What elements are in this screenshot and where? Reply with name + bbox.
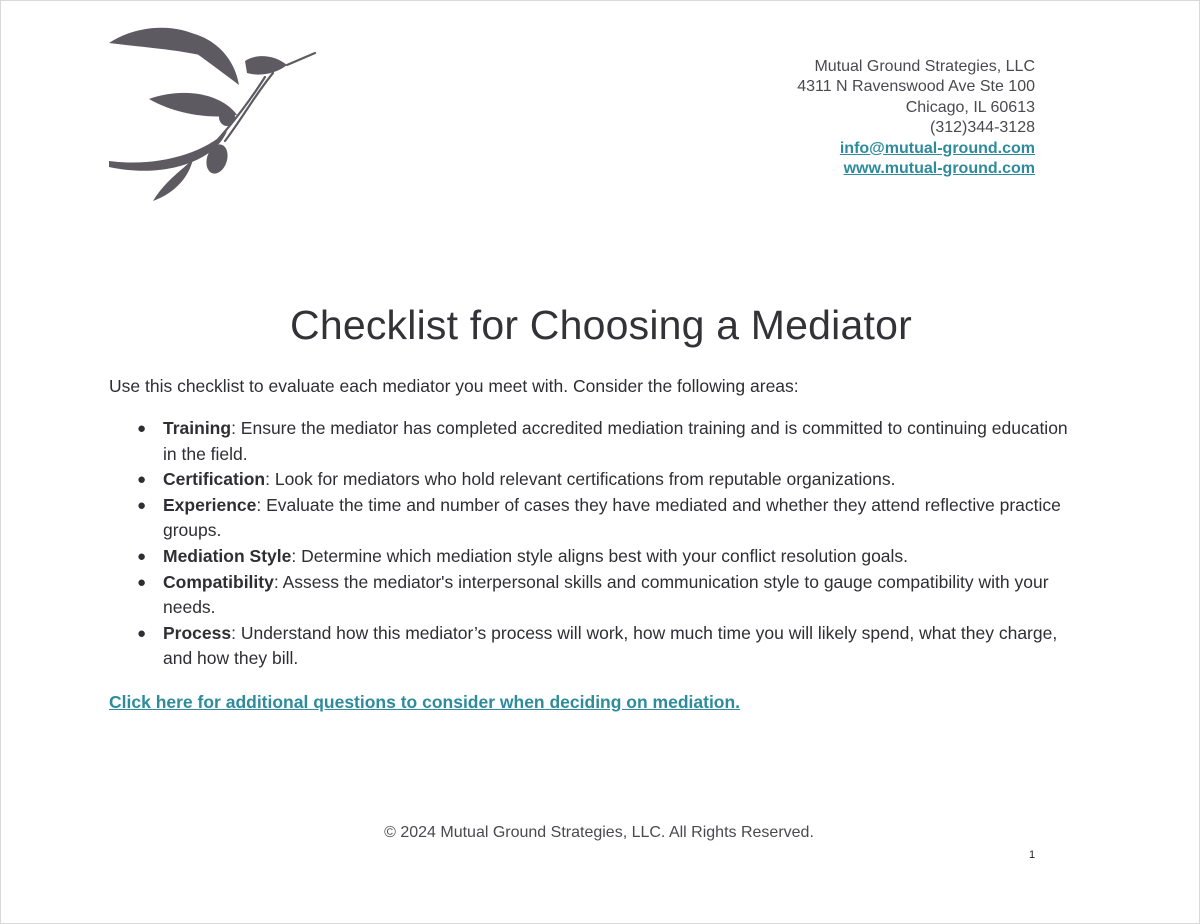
checklist-item-training (109, 416, 1079, 467)
checklist-description: : Determine which mediation style aligns best with your conflict resolution goals. (291, 545, 909, 566)
checklist-item-mediation-style (109, 544, 1079, 570)
checklist-description: : Assess the mediator's interpersonal skills and communication style to gauge compatibility with your needs. (163, 571, 1049, 618)
checklist-item-certification (109, 467, 1079, 493)
company-address-block (797, 57, 1035, 179)
bullet-icon: ● (137, 471, 147, 489)
page-number: 1 (1029, 849, 1036, 861)
company-name: Mutual Ground Strategies, LLC (814, 58, 1035, 75)
checklist-term: Process (163, 622, 232, 643)
page-title: Checklist for Choosing a Mediator (290, 302, 912, 348)
bullet-icon: ● (137, 547, 147, 565)
city-state-zip: Chicago, IL 60613 (905, 98, 1035, 116)
checklist-term: Experience (163, 494, 257, 515)
intro-text: Use this checklist to evaluate each mediator you meet with. Consider the following areas: (109, 376, 799, 396)
checklist-term: Compatibility (163, 571, 274, 592)
checklist-item-process (109, 621, 1079, 672)
checklist-term: Training (163, 418, 232, 438)
checklist-description: : Evaluate the time and number of cases they have mediated and whether they attend reflective practice groups. (163, 494, 1061, 541)
phone-number: (312)344-3128 (930, 119, 1035, 137)
checklist-description: : Look for mediators who hold relevant certifications from reputable organizations. (265, 469, 896, 490)
bullet-icon: ● (137, 624, 147, 642)
checklist-term: Certification (163, 469, 266, 490)
bullet-icon: ● (137, 420, 147, 437)
street-address: 4311 N Ravenswood Ave Ste 100 (797, 78, 1035, 96)
copyright-footer (1, 822, 1200, 844)
website-link[interactable]: www.mutual-ground.com (843, 160, 1035, 178)
bullet-icon: ● (137, 496, 147, 514)
checklist-item-compatibility (109, 570, 1079, 621)
additional-questions-link[interactable]: Click here for additional questions to consider when deciding on mediation. (109, 692, 741, 712)
bullet-icon: ● (137, 573, 147, 591)
email-link[interactable]: info@mutual-ground.com (839, 139, 1035, 157)
checklist-term: Mediation Style (163, 545, 292, 566)
checklist (109, 416, 1079, 672)
checklist-description: : Ensure the mediator has completed accredited mediation training and is committed to continuing education in the field. (163, 418, 1068, 464)
copyright-text: © 2024 Mutual Ground Strategies, LLC. All Rights Reserved. (384, 824, 814, 841)
checklist-description: : Understand how this mediator’s process will work, how much time you will likely spend, what they charge, and how they bill. (163, 622, 1058, 669)
olive-branch-bird-logo (105, 21, 317, 207)
checklist-item-experience (109, 493, 1079, 544)
